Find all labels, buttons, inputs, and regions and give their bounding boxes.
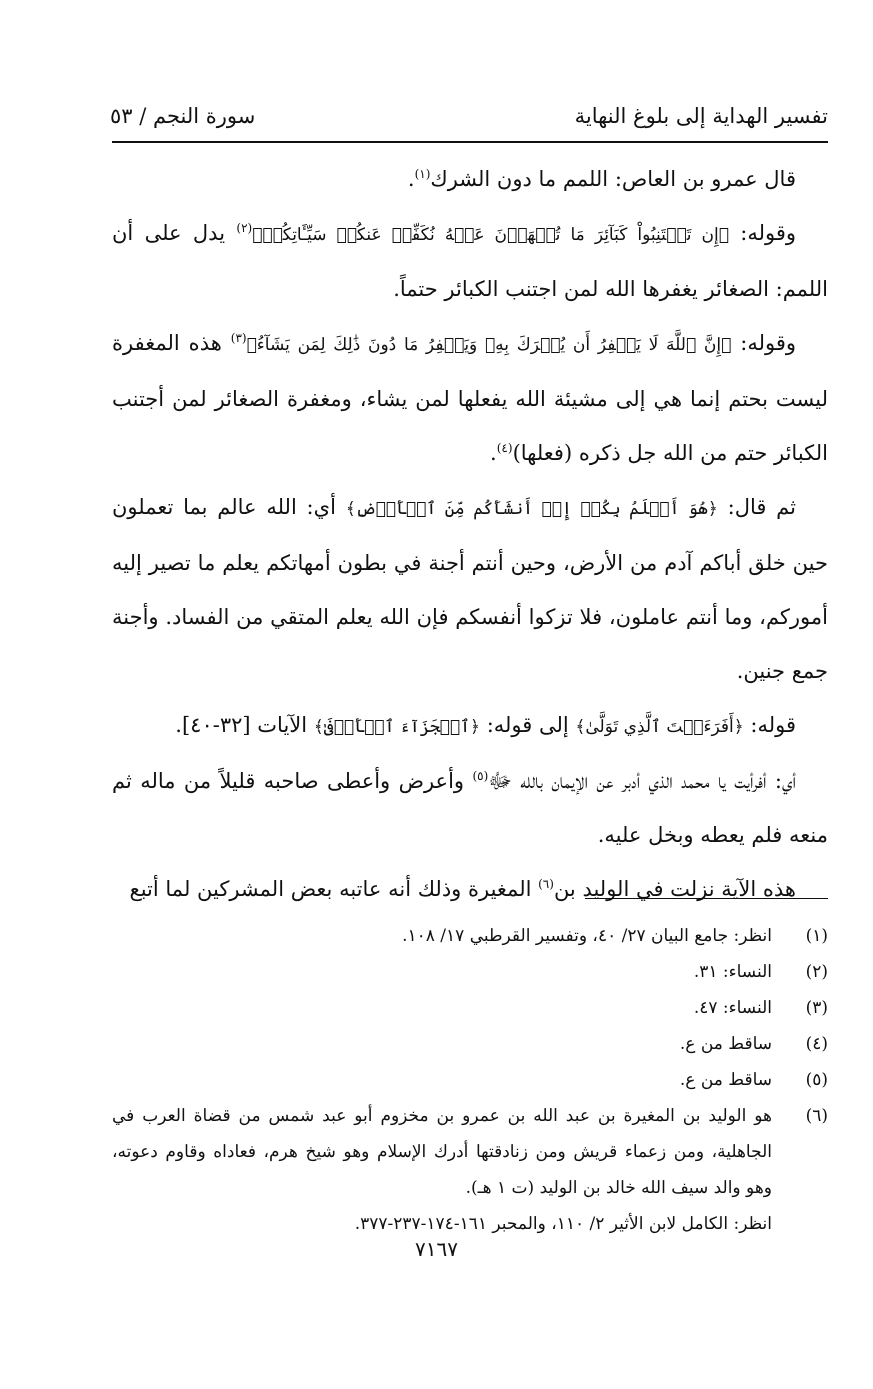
footnote-source: انظر: الكامل لابن الأثير ٢/ ١١٠، والمحبر ١٦١-١٧٤-٢٣٧-٣٧٧. bbox=[354, 1214, 772, 1234]
footnote-marker: (٦) bbox=[538, 877, 554, 891]
quran-verse: ﴿ٱلۡجَزَآءَ ٱلۡأَوۡفَىٰ﴾ bbox=[313, 717, 481, 737]
paragraph-text: المغيرة وذلك أنه عاتبه بعض المشركين لما أتبع bbox=[129, 877, 539, 901]
footnote-text: النساء: ٤٧. bbox=[693, 998, 772, 1018]
header-divider bbox=[112, 141, 828, 143]
footnote-item bbox=[112, 918, 828, 954]
footnote-text: هو الوليد بن المغيرة بن عبد الله بن عمرو بن مخزوم أبو عبد شمس من قضاة العرب في الجاهلية، ومن زعماء قريش ومن زنادقتها أدرك الإسلام وهو شيخ هرم، فعاداه وقاوم دعوته، وهو والد سيف الله خالد بن الوليد (ت ١ هـ). bbox=[112, 1106, 772, 1198]
footnote-number: (٢) bbox=[805, 962, 828, 982]
footnote-number: (٦) bbox=[805, 1106, 828, 1126]
paragraph-2 bbox=[112, 206, 828, 316]
paragraph-text: يدل على أن اللمم: الصغائر يغفرها الله لمن اجتنب الكبائر حتماً. bbox=[112, 221, 828, 301]
paragraph-3 bbox=[112, 316, 828, 480]
running-header bbox=[110, 96, 828, 136]
footnote-marker: (٣) bbox=[230, 331, 247, 345]
paragraph-text: الآيات [٣٢-٤٠]. bbox=[175, 713, 314, 737]
paragraph-text: هذه المغفرة ليست بحتم إنما هي إلى مشيئة الله يفعلها لمن يشاء، ومغفرة الصغائر لمن أجتنب الكبائر حتم من الله جل ذكره (فعلها) bbox=[112, 331, 828, 465]
paragraph-text: قال عمرو بن العاص: اللمم ما دون الشرك bbox=[430, 167, 796, 191]
quran-verse: ﴿إِن تَجۡتَنِبُواْ كَبَآئِرَ مَا تُنۡهَوۡنَ عَنۡهُ نُكَفِّرۡ عَنكُمۡ سَيِّـَٔاتِكُمۡ﴾ bbox=[252, 225, 729, 245]
paragraph-lead: وقوله: bbox=[731, 331, 797, 355]
paragraph-lead: قوله: bbox=[743, 713, 796, 737]
paragraph-5 bbox=[112, 698, 828, 754]
quran-verse: ﴿أَفَرَءَيۡتَ ٱلَّذِي تَوَلَّىٰ﴾ bbox=[575, 717, 744, 737]
paragraph-end: . bbox=[490, 441, 497, 465]
page-number: ٧١٦٧ bbox=[415, 1237, 458, 1261]
footnote-marker: (٥) bbox=[472, 769, 489, 783]
paragraph-lead: ثم قال: bbox=[717, 495, 796, 519]
paragraph-4 bbox=[112, 480, 828, 698]
paragraph-text: أي: أفرأيت يا محمد الذي أدبر عن الإيمان بالله ﷻ bbox=[488, 769, 796, 793]
footnote-divider bbox=[585, 898, 828, 899]
footnote-item bbox=[112, 1026, 828, 1062]
paragraph-6 bbox=[112, 754, 828, 862]
paragraph-text: أي: الله عالم بما تعملون حين خلق أباكم آدم من الأرض، وحين أنتم أجنة في بطون أمهاتكم يعلم ما تصير إليه أموركم، وما أنتم عاملون، فلا تزكوا أنفسكم فإن الله يعلم المتقي من الفساد. وأجنة جمع جنين. bbox=[112, 495, 828, 683]
book-title: تفسير الهداية إلى بلوغ النهاية bbox=[574, 104, 828, 128]
footnote-item bbox=[112, 990, 828, 1026]
footnote-number: (٣) bbox=[805, 998, 828, 1018]
paragraph-1 bbox=[112, 152, 828, 206]
paragraph-7 bbox=[112, 862, 828, 916]
paragraph-lead: وقوله: bbox=[728, 221, 796, 245]
footnote-text: ساقط من ع. bbox=[679, 1070, 772, 1090]
footnote-text: ساقط من ع. bbox=[679, 1034, 772, 1054]
main-text bbox=[112, 152, 828, 916]
footnote-marker: (٤) bbox=[496, 441, 513, 455]
footnote-marker: (١) bbox=[414, 167, 431, 181]
quran-verse: ﴿هُوَ أَعۡلَمُ بِكُمۡ إِذۡ أَنشَأَكُم مِّنَ ٱلۡأَرۡضِ﴾ bbox=[345, 499, 718, 519]
footnote-text: انظر: جامع البيان ٢٧/ ٤٠، وتفسير القرطبي ١٧/ ١٠٨. bbox=[402, 926, 772, 946]
footnotes bbox=[112, 918, 828, 1242]
footnote-item bbox=[112, 1098, 828, 1206]
footnote-item bbox=[112, 1062, 828, 1098]
paragraph-text: هذه الآية نزلت في الوليد بن bbox=[553, 877, 796, 901]
paragraph-text: وأعرض وأعطى صاحبه قليلاً من ماله ثم منعه فلم يعطه وبخل عليه. bbox=[112, 769, 828, 847]
footnote-item bbox=[112, 954, 828, 990]
footnote-number: (١) bbox=[805, 926, 828, 946]
paragraph-end: . bbox=[407, 167, 415, 191]
quran-verse: ﴿إِنَّ ٱللَّهَ لَا يَغۡفِرُ أَن يُشۡرَكَ بِهِۦ وَيَغۡفِرُ مَا دُونَ ذَٰلِكَ لِمَن يَشَآءُ﴾ bbox=[246, 335, 732, 355]
footnote-number: (٤) bbox=[805, 1034, 828, 1054]
surah-label: سورة النجم / ٥٣ bbox=[110, 104, 256, 128]
footnote-marker: (٢) bbox=[236, 221, 253, 235]
footnote-text: النساء: ٣١. bbox=[693, 962, 772, 982]
footnote-number: (٥) bbox=[805, 1070, 828, 1090]
paragraph-mid: إلى قوله: bbox=[480, 713, 576, 737]
